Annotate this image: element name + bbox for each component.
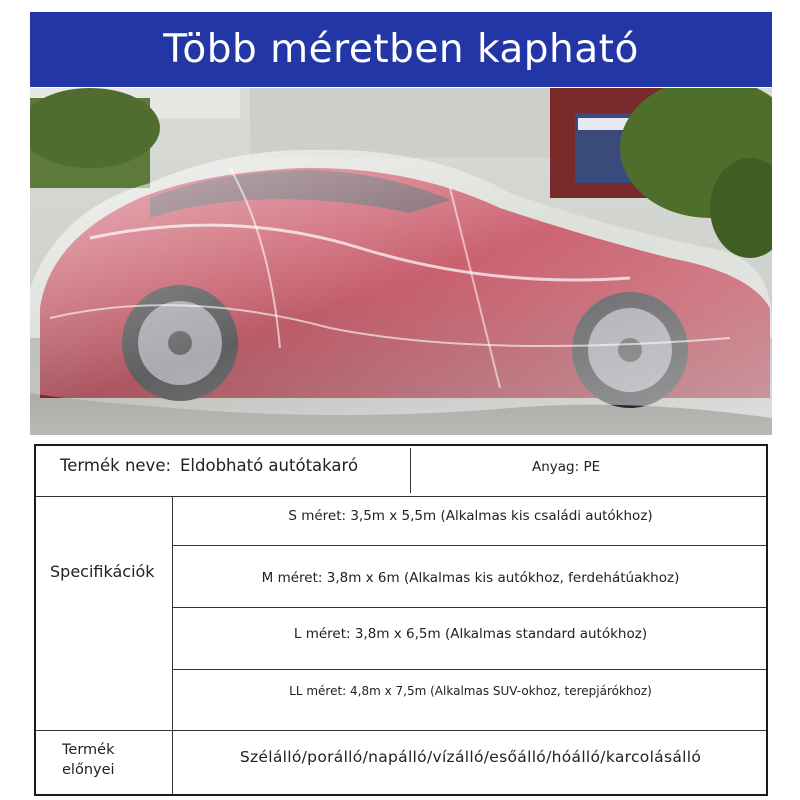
advantages-text: Szélálló/porálló/napálló/vízálló/esőálló/hóálló/karcolásálló xyxy=(239,748,702,766)
product-name-value: Eldobható autótakaró xyxy=(180,456,359,475)
advantages-label xyxy=(62,740,115,780)
size-ll-row: LL méret: 4,8m x 7,5m (Alkalmas SUV-okhoz, terepjárókhoz) xyxy=(289,684,652,698)
size-m-row: M méret: 3,8m x 6m (Alkalmas kis autókhoz, ferdehátúakhoz) xyxy=(261,570,680,586)
title-banner xyxy=(30,12,772,87)
car-cover-photo xyxy=(30,88,772,435)
size-l-row: L méret: 3,8m x 6,5m (Alkalmas standard autókhoz) xyxy=(293,626,648,642)
banner-title: Több méretben kapható xyxy=(163,27,639,72)
specifications-label: Specifikációk xyxy=(50,562,155,581)
material-value: Anyag: PE xyxy=(532,459,601,475)
size-s-row: S méret: 3,5m x 5,5m (Alkalmas kis családi autókhoz) xyxy=(288,508,653,524)
spec-table xyxy=(34,444,768,796)
advantages-label-line1: Termék xyxy=(62,742,115,758)
product-name-label: Termék neve: xyxy=(60,456,172,475)
advantages-label-line2: előnyei xyxy=(62,762,115,778)
